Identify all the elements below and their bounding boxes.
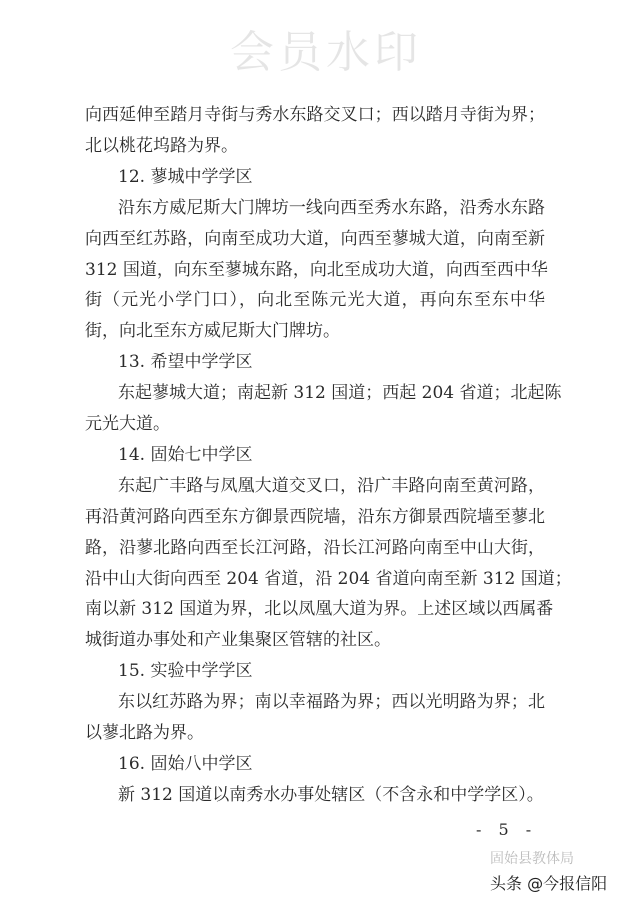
paragraph-line: 新 312 国道以南秀水办事处辖区（不含永和中学学区）。 (118, 784, 544, 805)
paragraph-line: 元光大道。 (85, 414, 170, 434)
paragraph-line: 城街道办事处和产业集聚区管辖的社区。 (85, 630, 391, 651)
section-heading: 16. 固始八中学区 (118, 753, 253, 774)
paragraph-line: 东起蓼城大道；南起新 312 国道；西起 204 省道；北起陈 (118, 383, 562, 404)
paragraph-line: 街（元光小学门口），向北至陈元光大道，再向东至东中华 (85, 290, 545, 311)
paragraph-line: 东以红苏路为界；南以幸福路为界；西以光明路为界；北 (118, 692, 545, 713)
page-number: - 5 - (476, 820, 538, 839)
section-heading: 14. 固始七中学区 (118, 444, 253, 465)
section-heading: 13. 希望中学学区 (118, 352, 253, 373)
paragraph-line: 北以桃花坞路为界。 (85, 135, 238, 156)
paragraph-line: 路，沿蓼北路向西至长江河路，沿长江河路向南至中山大街， (85, 537, 545, 558)
paragraph-line: 街，向北至东方威尼斯大门牌坊。 (85, 321, 340, 342)
section-heading: 12. 蓼城中学学区 (118, 166, 253, 187)
footer-faint-text: 固始县教体局 (490, 851, 574, 867)
footer-source: 头条 @今报信阳 (490, 874, 608, 893)
paragraph-line: 312 国道，向东至蓼城东路，向北至成功大道，向西至西中华 (85, 259, 548, 280)
paragraph-line: 向西至红苏路，向南至成功大道，向西至蓼城大道，向南至新 (85, 228, 545, 249)
paragraph-line: 再沿黄河路向西至东方御景西院墙，沿东方御景西院墙至蓼北 (85, 506, 545, 527)
paragraph-line: 沿中山大街向西至 204 省道，沿 204 省道向南至新 312 国道； (85, 568, 572, 589)
watermark: 会员水印 (230, 27, 422, 78)
paragraph-line: 沿东方威尼斯大门牌坊一线向西至秀水东路，沿秀水东路 (118, 197, 545, 218)
paragraph-line: 东起广丰路与凤凰大道交叉口，沿广丰路向南至黄河路， (118, 475, 545, 496)
paragraph-line: 以蓼北路为界。 (85, 723, 204, 743)
paragraph-line: 向西延伸至踏月寺街与秀水东路交叉口；西以踏月寺街为界； (85, 105, 545, 125)
paragraph-line: 南以新 312 国道为界，北以凤凰大道为界。上述区域以西属番 (85, 599, 554, 620)
section-heading: 15. 实验中学学区 (118, 661, 253, 682)
